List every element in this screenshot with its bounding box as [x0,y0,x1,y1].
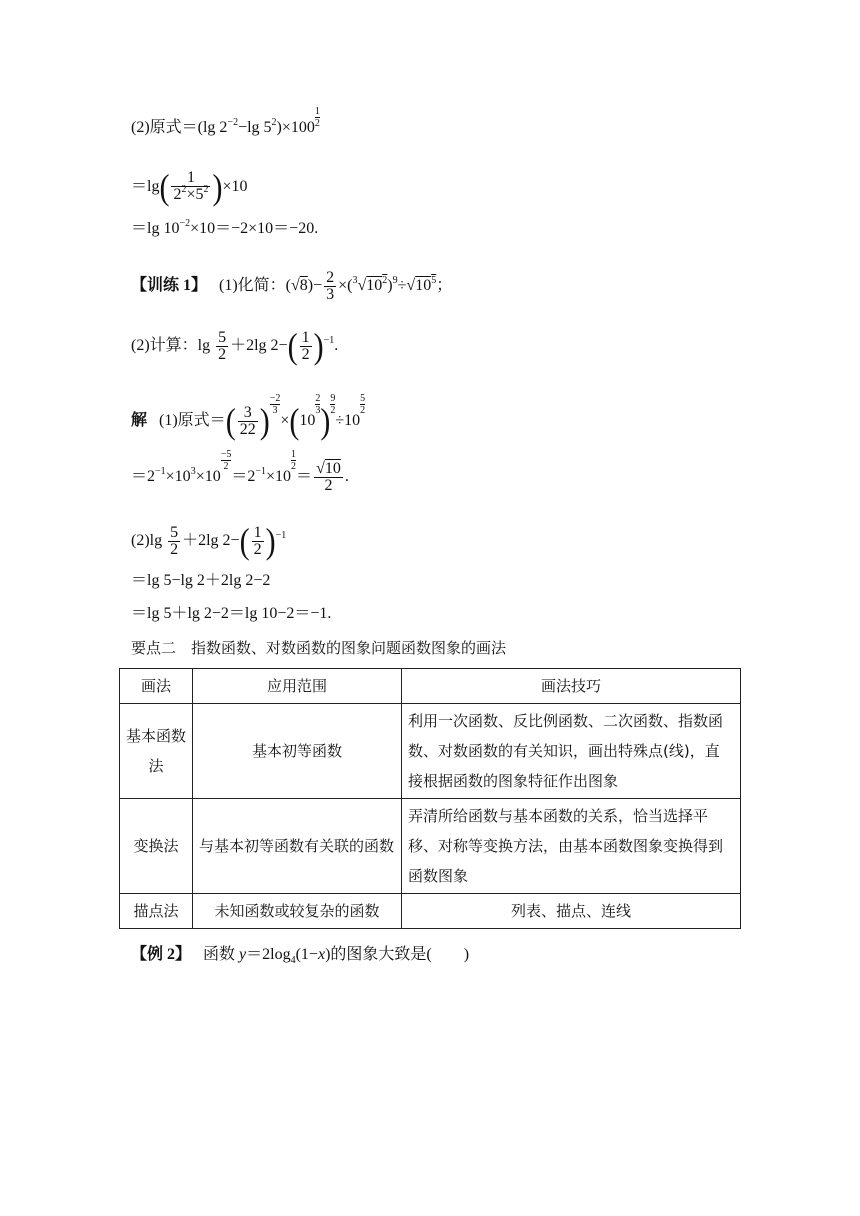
text: ×( [338,277,353,295]
text: ＝lg [131,178,160,196]
text: 10 [299,412,316,430]
fraction-exponent: $\frac{1}{2}$ [314,106,320,129]
fraction: $\frac{1}{2}$ [301,329,310,363]
drawing-methods-table [119,668,741,929]
table-cell: 列表、描点、连线 [402,894,741,929]
text: ； [436,277,453,295]
fraction-exponent: $\frac{-2}{3}$ [269,393,281,416]
table-cell: 描点法 [120,894,193,929]
exponent: 2 [271,117,277,128]
radicand: 8 [299,277,308,295]
text: × [280,412,290,430]
table-header-row [120,669,741,704]
table-row [120,894,741,929]
example-2-line: 【例 2】 函数 $y=2\log_4(1-x)$的图象大致是( ) [131,946,470,966]
solution-line-3: (2)lg $\frac{5}{2}$ ＋2lg 2−( $\frac{1}{2}$ )$^{-1}$ [131,521,287,561]
table-header: 应用范围 [193,669,402,704]
text: ÷10 [335,412,361,430]
table-row [120,799,741,894]
text: (2)计算：lg [131,337,211,355]
text: ) [387,277,393,295]
table-header: 画法技巧 [402,669,741,704]
exponent: −2 [179,218,191,229]
exponent: −2 [227,117,239,128]
table-cell: 基本函数法 [120,704,193,799]
section-heading: 要点二 指数函数、对数函数的图象问题函数图象的画法 [131,639,507,657]
text: (2)原式＝(lg 2 [131,119,228,136]
solution-line-5: ＝lg 5＋lg 2−2＝lg 10−2＝−1. [131,605,332,622]
solution-line-1: 解 (1)原式＝( $\frac{3}{22}$ ) $\frac{-2}{3}\times(10$ $\frac{2}{3}$) $\frac{9}{2}\div 10$ $\frac{5}{2}$ [131,393,366,441]
table-row [120,704,741,799]
exponent: 9 [392,275,398,287]
right-paren: ) [212,167,223,207]
text: (1)化简：( [219,277,292,295]
fraction: $\frac{3}{22}$ [239,404,256,438]
text: −lg 5 [238,119,272,136]
exponent: −1 [323,335,335,347]
formula-line-2 [131,167,248,207]
table-cell: 未知函数或较复杂的函数 [193,894,402,929]
text: ＋2lg 2− [230,337,288,355]
table-cell: 弄清所给函数与基本函数的关系，恰当选择平移、对称等变换方法，由基本函数图象变换得到函数图象 [402,799,741,894]
text: ×10 [222,178,248,196]
text: (1)原式＝ [159,412,226,430]
solution-line-2: $=2^{-1}\times 10^3\times 10$ $\frac{-5}{2}=2^{-1}\times 10$ $\frac{1}{2}=$ $\frac{√10}{2}$ . [131,449,349,494]
table-cell: 与基本初等函数有关联的函数 [193,799,402,894]
left-paren: ( [159,167,170,207]
solution-line-4: ＝lg 5−lg 2＋2lg 2−2 [131,572,271,589]
text: ×10＝−2×10＝−20. [190,220,319,237]
fraction: $\frac{5}{2}$ [218,329,227,363]
formula-line-1 [131,106,320,141]
table-header: 画法 [120,669,193,704]
fraction: $\frac{1}{2^2\times 5^2}$ [173,169,209,203]
training-2-line: (2)计算：lg $\frac{5}{2}$ ＋2lg 2−( $\frac{1}{2}$ )$^{-1}$. [131,326,339,366]
formula-line-3 [131,219,318,241]
table-cell: 利用一次函数、反比例函数、二次函数、指数函数、对数函数的有关知识，画出特殊点(线)，直接根据函数的图象特征作出图象 [402,704,741,799]
solution-tag: 解 [131,412,148,430]
text: ÷ [397,277,407,295]
text: ＝lg 10 [131,220,180,237]
text: . [334,337,339,355]
table-cell: 变换法 [120,799,193,894]
text: )×100 [276,119,315,136]
training-1-line: 【训练 1】 (1)化简：(√8)− $\frac{2}{3}$ $\times(^3√10^2)^9\div√10^5$； [131,269,453,303]
example-tag: 【例 2】 [131,946,192,963]
root-index: 3 [352,275,358,287]
table-cell: 基本初等函数 [193,704,402,799]
text: )− [307,277,323,295]
fraction: $\frac{√10}{2}$ [316,460,341,494]
fraction: $\frac{2}{3}$ [326,269,335,303]
training-tag: 【训练 1】 [131,277,208,295]
